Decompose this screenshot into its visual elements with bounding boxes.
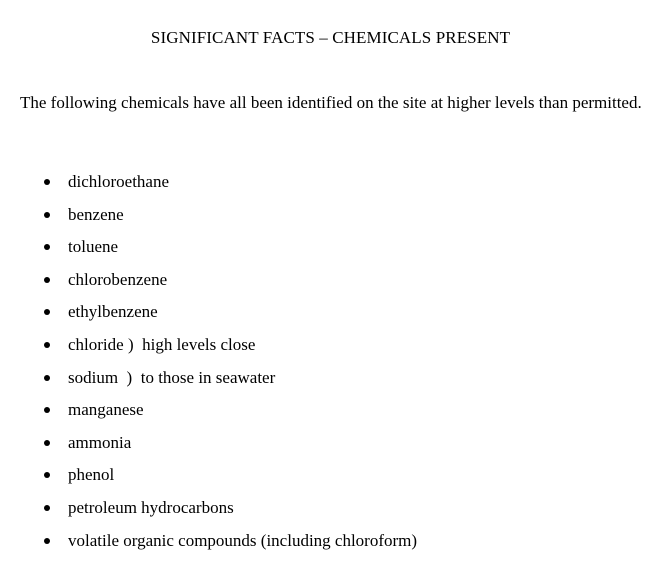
list-item-text: sodium ) to those in seawater [68,367,276,387]
list-item [0,332,661,365]
bullet-icon [44,212,50,218]
bullet-icon [44,472,50,478]
chemical-list [0,169,661,560]
bullet-icon [44,505,50,511]
list-item-text: petroleum hydrocarbons [68,497,234,517]
list-item-text: benzene [68,204,124,224]
list-item [0,202,661,235]
page-title: SIGNIFICANT FACTS – CHEMICALS PRESENT [150,28,511,47]
intro-paragraph: The following chemicals have all been identified on the site at higher levels than permitted. [20,93,642,112]
bullet-icon [44,309,50,315]
bullet-icon [44,277,50,283]
list-item-text: chlorobenzene [68,269,168,289]
bullet-icon [44,538,50,544]
bullet-icon [44,342,50,348]
list-item [0,365,661,398]
list-item [0,299,661,332]
list-item-text: dichloroethane [68,172,170,191]
list-item [0,234,661,267]
bullet-icon [44,179,50,185]
list-item [0,169,661,202]
list-item [0,267,661,300]
list-item-text: ammonia [68,432,132,452]
list-item-text: volatile organic compounds (including chloroform) [68,530,418,550]
list-item [0,495,661,528]
list-item-text: toluene [68,237,119,257]
list-item-text: ethylbenzene [68,302,158,322]
bullet-icon [44,244,50,250]
list-item [0,397,661,430]
bullet-icon [44,440,50,446]
bullet-icon [44,407,50,413]
list-item-text: manganese [68,400,144,420]
list-item [0,462,661,495]
list-item-text: chloride ) high levels close [68,334,256,354]
list-item [0,430,661,463]
bullet-icon [44,375,50,381]
list-item-text: phenol [68,465,115,485]
list-item [0,528,661,561]
